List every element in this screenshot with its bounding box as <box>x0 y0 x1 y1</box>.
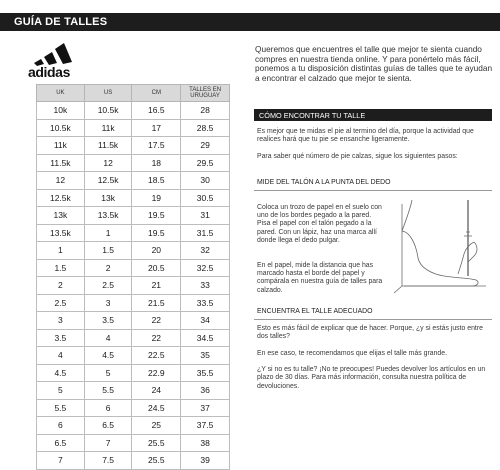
cell-us: 6.5 <box>84 417 132 435</box>
cell-us: 7 <box>84 434 132 452</box>
cell-cm: 21 <box>132 277 181 295</box>
cell-uk: 5 <box>37 382 85 400</box>
table-row <box>37 189 230 207</box>
cell-us: 1.5 <box>84 242 132 260</box>
table-row <box>37 382 230 400</box>
measure-step-2: En el papel, mide la distancia que has marcado hasta el borde del papel y compárala en nuestra guía de talles para calzado. <box>257 262 383 294</box>
table-row <box>37 224 230 242</box>
size-table-body <box>37 102 230 470</box>
table-row <box>37 399 230 417</box>
fit-paragraph-2: En ese caso, te recomendamos que elijas el talle más grande. <box>257 350 447 357</box>
size-table-header-row <box>37 85 230 102</box>
cell-uk: 11.5k <box>37 154 85 172</box>
cell-cm: 17 <box>132 119 181 137</box>
cell-us: 11k <box>84 119 132 137</box>
howto-paragraph-1: Es mejor que te midas el pie al termino del día, porque la actividad que realices hará que tu pie se ensanche ligeramente. <box>257 128 474 144</box>
table-row <box>37 154 230 172</box>
cell-uruguay: 35 <box>181 347 230 365</box>
intro-paragraph: Queremos que encuentres el talle que mejor te sienta cuando compres en nuestra tienda online. Y para ponértelo más fácil, ponemos a tu disposición distintas guías de talles que te ayudan a encontrar el calzado que mejor te sienta. <box>255 44 493 84</box>
cell-cm: 24 <box>132 382 181 400</box>
howto-section-title: CÓMO ENCONTRAR TU TALLE <box>259 111 366 120</box>
cell-cm: 16.5 <box>132 102 181 120</box>
measure-divider <box>254 190 492 191</box>
cell-uk: 10.5k <box>37 119 85 137</box>
cell-us: 2.5 <box>84 277 132 295</box>
cell-uk: 13.5k <box>37 224 85 242</box>
cell-uk: 13k <box>37 207 85 225</box>
cell-uk: 1 <box>37 242 85 260</box>
table-row <box>37 294 230 312</box>
cell-uruguay: 33 <box>181 277 230 295</box>
cell-us: 4 <box>84 329 132 347</box>
cell-us: 4.5 <box>84 347 132 365</box>
cell-uk: 11k <box>37 137 85 155</box>
cell-cm: 20.5 <box>132 259 181 277</box>
cell-cm: 22.5 <box>132 347 181 365</box>
cell-us: 2 <box>84 259 132 277</box>
cell-uk: 1.5 <box>37 259 85 277</box>
table-row <box>37 259 230 277</box>
cell-cm: 21.5 <box>132 294 181 312</box>
cell-uruguay: 38 <box>181 434 230 452</box>
cell-cm: 18.5 <box>132 172 181 190</box>
cell-uk: 4.5 <box>37 364 85 382</box>
table-row <box>37 137 230 155</box>
cell-uruguay: 30 <box>181 172 230 190</box>
fit-paragraph-3: ¿Y si no es tu talle? ¡No te preocupes! Puedes devolver los artículos en un plazo de 30 días. Para más información, consulta nuestra política de devoluciones. <box>257 366 486 390</box>
cell-uk: 4 <box>37 347 85 365</box>
top-spacer <box>0 0 500 12</box>
cell-cm: 25.5 <box>132 434 181 452</box>
cell-cm: 19.5 <box>132 224 181 242</box>
cell-uruguay: 28.5 <box>181 119 230 137</box>
cell-cm: 18 <box>132 154 181 172</box>
cell-uruguay: 34 <box>181 312 230 330</box>
cell-uruguay: 35.5 <box>181 364 230 382</box>
cell-uruguay: 36 <box>181 382 230 400</box>
column-header-uk: UK <box>37 85 85 102</box>
fit-heading: ENCUENTRA EL TALLE ADECUADO <box>257 308 373 315</box>
cell-uk: 2 <box>37 277 85 295</box>
cell-us: 7.5 <box>84 452 132 470</box>
howto-paragraph-2: Para saber qué número de pie calzas, sigue los siguientes pasos: <box>257 153 458 160</box>
cell-cm: 22.9 <box>132 364 181 382</box>
cell-uk: 7 <box>37 452 85 470</box>
column-header-us: US <box>84 85 132 102</box>
measure-heading: MIDE DEL TALÓN A LA PUNTA DEL DEDO <box>257 179 391 186</box>
cell-uk: 6 <box>37 417 85 435</box>
table-row <box>37 277 230 295</box>
table-row <box>37 452 230 470</box>
howto-section-bar <box>254 109 492 121</box>
cell-uruguay: 37.5 <box>181 417 230 435</box>
cell-us: 12 <box>84 154 132 172</box>
cell-cm: 17.5 <box>132 137 181 155</box>
cell-uk: 6.5 <box>37 434 85 452</box>
cell-uruguay: 31 <box>181 207 230 225</box>
cell-uruguay: 39 <box>181 452 230 470</box>
cell-uruguay: 31.5 <box>181 224 230 242</box>
cell-cm: 25 <box>132 417 181 435</box>
cell-us: 11.5k <box>84 137 132 155</box>
cell-us: 13.5k <box>84 207 132 225</box>
cell-us: 5 <box>84 364 132 382</box>
table-row <box>37 172 230 190</box>
cell-us: 12.5k <box>84 172 132 190</box>
cell-us: 13k <box>84 189 132 207</box>
cell-uk: 12.5k <box>37 189 85 207</box>
cell-cm: 22 <box>132 312 181 330</box>
table-row <box>37 119 230 137</box>
cell-uk: 3 <box>37 312 85 330</box>
cell-us: 6 <box>84 399 132 417</box>
header-bar <box>0 13 500 31</box>
cell-uk: 10k <box>37 102 85 120</box>
cell-us: 10.5k <box>84 102 132 120</box>
cell-cm: 24.5 <box>132 399 181 417</box>
cell-us: 1 <box>84 224 132 242</box>
table-row <box>37 417 230 435</box>
cell-uruguay: 32 <box>181 242 230 260</box>
cell-uk: 12 <box>37 172 85 190</box>
table-row <box>37 329 230 347</box>
brand-wordmark: adidas <box>28 64 70 80</box>
cell-uruguay: 30.5 <box>181 189 230 207</box>
cell-cm: 20 <box>132 242 181 260</box>
cell-uruguay: 29 <box>181 137 230 155</box>
cell-uruguay: 34.5 <box>181 329 230 347</box>
column-header-cm: CM <box>132 85 181 102</box>
page-title: GUÍA DE TALLES <box>14 16 108 28</box>
cell-uk: 5.5 <box>37 399 85 417</box>
cell-us: 3 <box>84 294 132 312</box>
cell-cm: 19 <box>132 189 181 207</box>
cell-uruguay: 33.5 <box>181 294 230 312</box>
measure-step-1: Coloca un trozo de papel en el suelo con uno de los bordes pegado a la pared. Pisa el papel con el talón pegado a la pared. Con un lápiz, haz una marca allí donde llega el dedo pulgar. <box>257 204 382 244</box>
table-row <box>37 102 230 120</box>
table-row <box>37 242 230 260</box>
table-row <box>37 207 230 225</box>
table-row <box>37 312 230 330</box>
cell-uruguay: 29.5 <box>181 154 230 172</box>
cell-cm: 25.5 <box>132 452 181 470</box>
cell-uruguay: 37 <box>181 399 230 417</box>
cell-us: 5.5 <box>84 382 132 400</box>
fit-divider <box>254 319 492 320</box>
table-row <box>37 434 230 452</box>
cell-uruguay: 28 <box>181 102 230 120</box>
column-header-uruguay: TALLES EN URUGUAY <box>181 85 230 102</box>
size-table <box>36 84 230 470</box>
cell-uruguay: 32.5 <box>181 259 230 277</box>
cell-cm: 19.5 <box>132 207 181 225</box>
cell-uk: 3.5 <box>37 329 85 347</box>
table-row <box>37 364 230 382</box>
foot-measuring-illustration-icon <box>380 196 492 296</box>
cell-uk: 2.5 <box>37 294 85 312</box>
cell-cm: 22 <box>132 329 181 347</box>
table-row <box>37 347 230 365</box>
cell-us: 3.5 <box>84 312 132 330</box>
fit-paragraph-1: Esto es más fácil de explicar que de hacer. Porque, ¿y si estás justo entre dos talles? <box>257 325 483 341</box>
